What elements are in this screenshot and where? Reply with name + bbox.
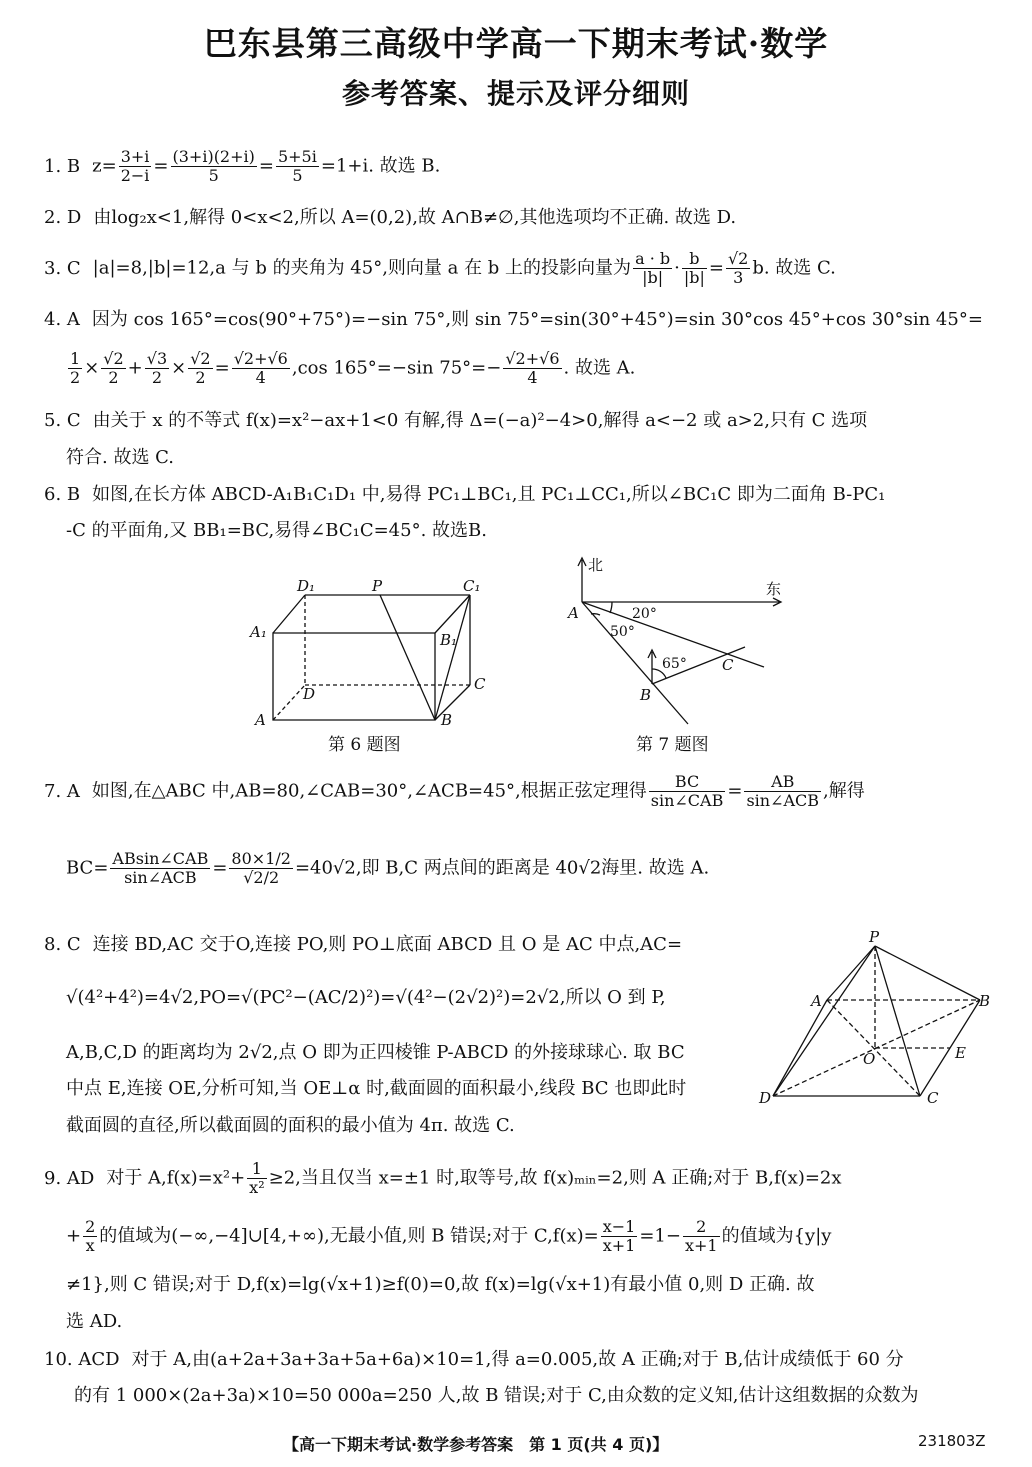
label-C1: C₁ xyxy=(463,577,481,595)
answer-4-line2: $\frac{1}{2}$ × $\frac{√2}{2}$ + $\frac{√3}{2}$ × $\frac{√2}{2}$ = $\frac{√2+√6}{4}$ ,cos 165°=−sin 75°=− $\frac{√2+√6}{4}$ . 故选 A. xyxy=(70,349,636,387)
label-A: A xyxy=(568,604,579,622)
answer-8-line5: 截面圆的直径,所以截面圆的面积的最小值为 4π. 故选 C. xyxy=(66,1115,515,1136)
answer-9-line4: 选 AD. xyxy=(66,1311,123,1332)
page-title: 巴东县第三高级中学高一下期末考试·数学 xyxy=(203,24,829,63)
answer-6-line1: 6. B 如图,在长方体 ABCD-A₁B₁C₁D₁ 中,易得 PC₁⊥BC₁,且 PC₁⊥CC₁,所以∠BC₁C 即为二面角 B-PC₁ xyxy=(44,484,886,505)
label-20deg: 20° xyxy=(632,606,657,622)
answer-1: 1. B z= $\frac{3+i}{2-i}$ = $\frac{(3+i)(2+i)}{5}$ = $\frac{5+5i}{5}$ =1+i. 故选 B. xyxy=(44,147,441,185)
answer-2: 2. D 由log₂x<1,解得 0<x<2,所以 A=(0,2),故 A∩B≠∅,其他选项均不正确. 故选 D. xyxy=(44,207,737,228)
label-65deg: 65° xyxy=(662,656,687,672)
answer-8-line4: 中点 E,连接 OE,分析可知,当 OE⊥α 时,截面圆的面积最小,线段 BC 也即此时 xyxy=(66,1078,687,1099)
label-50deg: 50° xyxy=(610,624,635,640)
label-E: E xyxy=(955,1044,966,1062)
label-B: B xyxy=(640,686,652,704)
answer-5-line1: 5. C 由关于 x 的不等式 f(x)=x²−ax+1<0 有解,得 Δ=(−a)²−4>0,解得 a<−2 或 a>2,只有 C 选项 xyxy=(44,410,868,431)
answer-4-line1: 4. A 因为 cos 165°=cos(90°+75°)=−sin 75°,则 sin 75°=sin(30°+45°)=sin 30°cos 45°+cos 30°sin 45°= xyxy=(44,309,983,330)
answer-8-line1: 8. C 连接 BD,AC 交于O,连接 PO,则 PO⊥底面 ABCD 且 O 是 AC 中点,AC= xyxy=(44,934,683,955)
label-P: P xyxy=(372,577,383,595)
label-north: 北 xyxy=(588,556,604,574)
label-east: 东 xyxy=(766,580,782,598)
label-D: D xyxy=(303,685,316,703)
footer-code: 231803Z xyxy=(918,1432,986,1450)
page-subtitle: 参考答案、提示及评分细则 xyxy=(341,77,690,110)
answer-10-line2: 的有 1 000×(2a+3a)×10=50 000a=250 人,故 B 错误;对于 C,由众数的定义知,估计这组数据的众数为 xyxy=(74,1385,919,1406)
figure-7-bearing xyxy=(560,552,790,727)
label-A1: A₁ xyxy=(250,623,267,641)
answer-7-line2: BC= $\frac{\text{ABsin∠CAB}}{\text{sin∠ACB}}$ = $\frac{80\times 1/2}{√2/2}$ =40√2,即 B,C 两点间的距离是 40√2海里. 故选 A. xyxy=(66,849,710,887)
figure-7-caption: 第 7 题图 xyxy=(636,735,709,755)
figure-6-cuboid xyxy=(245,575,495,735)
label-P: P xyxy=(869,928,880,946)
answer-7-line1: 7. A 如图,在△ABC 中,AB=80,∠CAB=30°,∠ACB=45°,根据正弦定理得 $\frac{BC}{\text{sin∠CAB}}$ = $\frac{AB}{\text{sin∠ACB}}$ ,解得 xyxy=(44,772,865,810)
answer-9-line1: 9. AD 对于 A,f(x)=x²+ $\frac{1}{\text{x²}}$ ≥2,当且仅当 x=±1 时,取等号,故 f(x)ₘᵢₙ=2,则 A 正确;对于 B,f(x)=2x xyxy=(44,1159,842,1197)
label-D1: D₁ xyxy=(297,577,316,595)
answer-3: 3. C |a|=8,|b|=12,a 与 b 的夹角为 45°,则向量 a 在 b 上的投影向量为 $\frac{a \cdot b}{|b|}$ · $\frac{b}{|b|}$ = $\frac{√2}{3}$ b. 故选 C. xyxy=(44,249,836,287)
label-B: B xyxy=(979,992,991,1010)
label-C: C xyxy=(722,656,734,674)
answer-8-line2: √(4²+4²)=4√2,PO=√(PC²−(AC/2)²)=√(4²−(2√2)²)=2√2,所以 O 到 P, xyxy=(66,987,666,1008)
label-B: B xyxy=(441,711,453,729)
label-O: O xyxy=(863,1050,876,1068)
label-C: C xyxy=(474,675,486,693)
figure-8-pyramid xyxy=(755,928,995,1108)
answer-9-line2: + $\frac{2}{x}$ 的值域为(−∞,−4]∪[4,+∞),无最小值,则 B 错误;对于 C,f(x)= $\frac{x-1}{x+1}$ =1− $\frac{2}{x+1}$ 的值域为{y|y xyxy=(66,1217,832,1255)
label-A: A xyxy=(811,992,822,1010)
footer-page-info: 【高一下期末考试·数学参考答案 第 1 页(共 4 页)】 xyxy=(283,1435,669,1454)
label-A: A xyxy=(255,711,266,729)
answer-5-line2: 符合. 故选 C. xyxy=(66,447,175,468)
answer-6-line2: -C 的平面角,又 BB₁=BC,易得∠BC₁C=45°. 故选B. xyxy=(66,520,487,541)
figure-6-caption: 第 6 题图 xyxy=(328,735,401,755)
label-C: C xyxy=(927,1089,939,1107)
label-D: D xyxy=(759,1089,772,1107)
answer-9-line3: ≠1},则 C 错误;对于 D,f(x)=lg(√x+1)≥f(0)=0,故 f(x)=lg(√x+1)有最小值 0,则 D 正确. 故 xyxy=(66,1274,815,1295)
label-B1: B₁ xyxy=(440,631,458,649)
answer-8-line3: A,B,C,D 的距离均为 2√2,点 O 即为正四棱锥 P-ABCD 的外接球球心. 取 BC xyxy=(66,1042,685,1063)
answer-10-line1: 10. ACD 对于 A,由(a+2a+3a+3a+5a+6a)×10=1,得 a=0.005,故 A 正确;对于 B,估计成绩低于 60 分 xyxy=(44,1349,904,1370)
